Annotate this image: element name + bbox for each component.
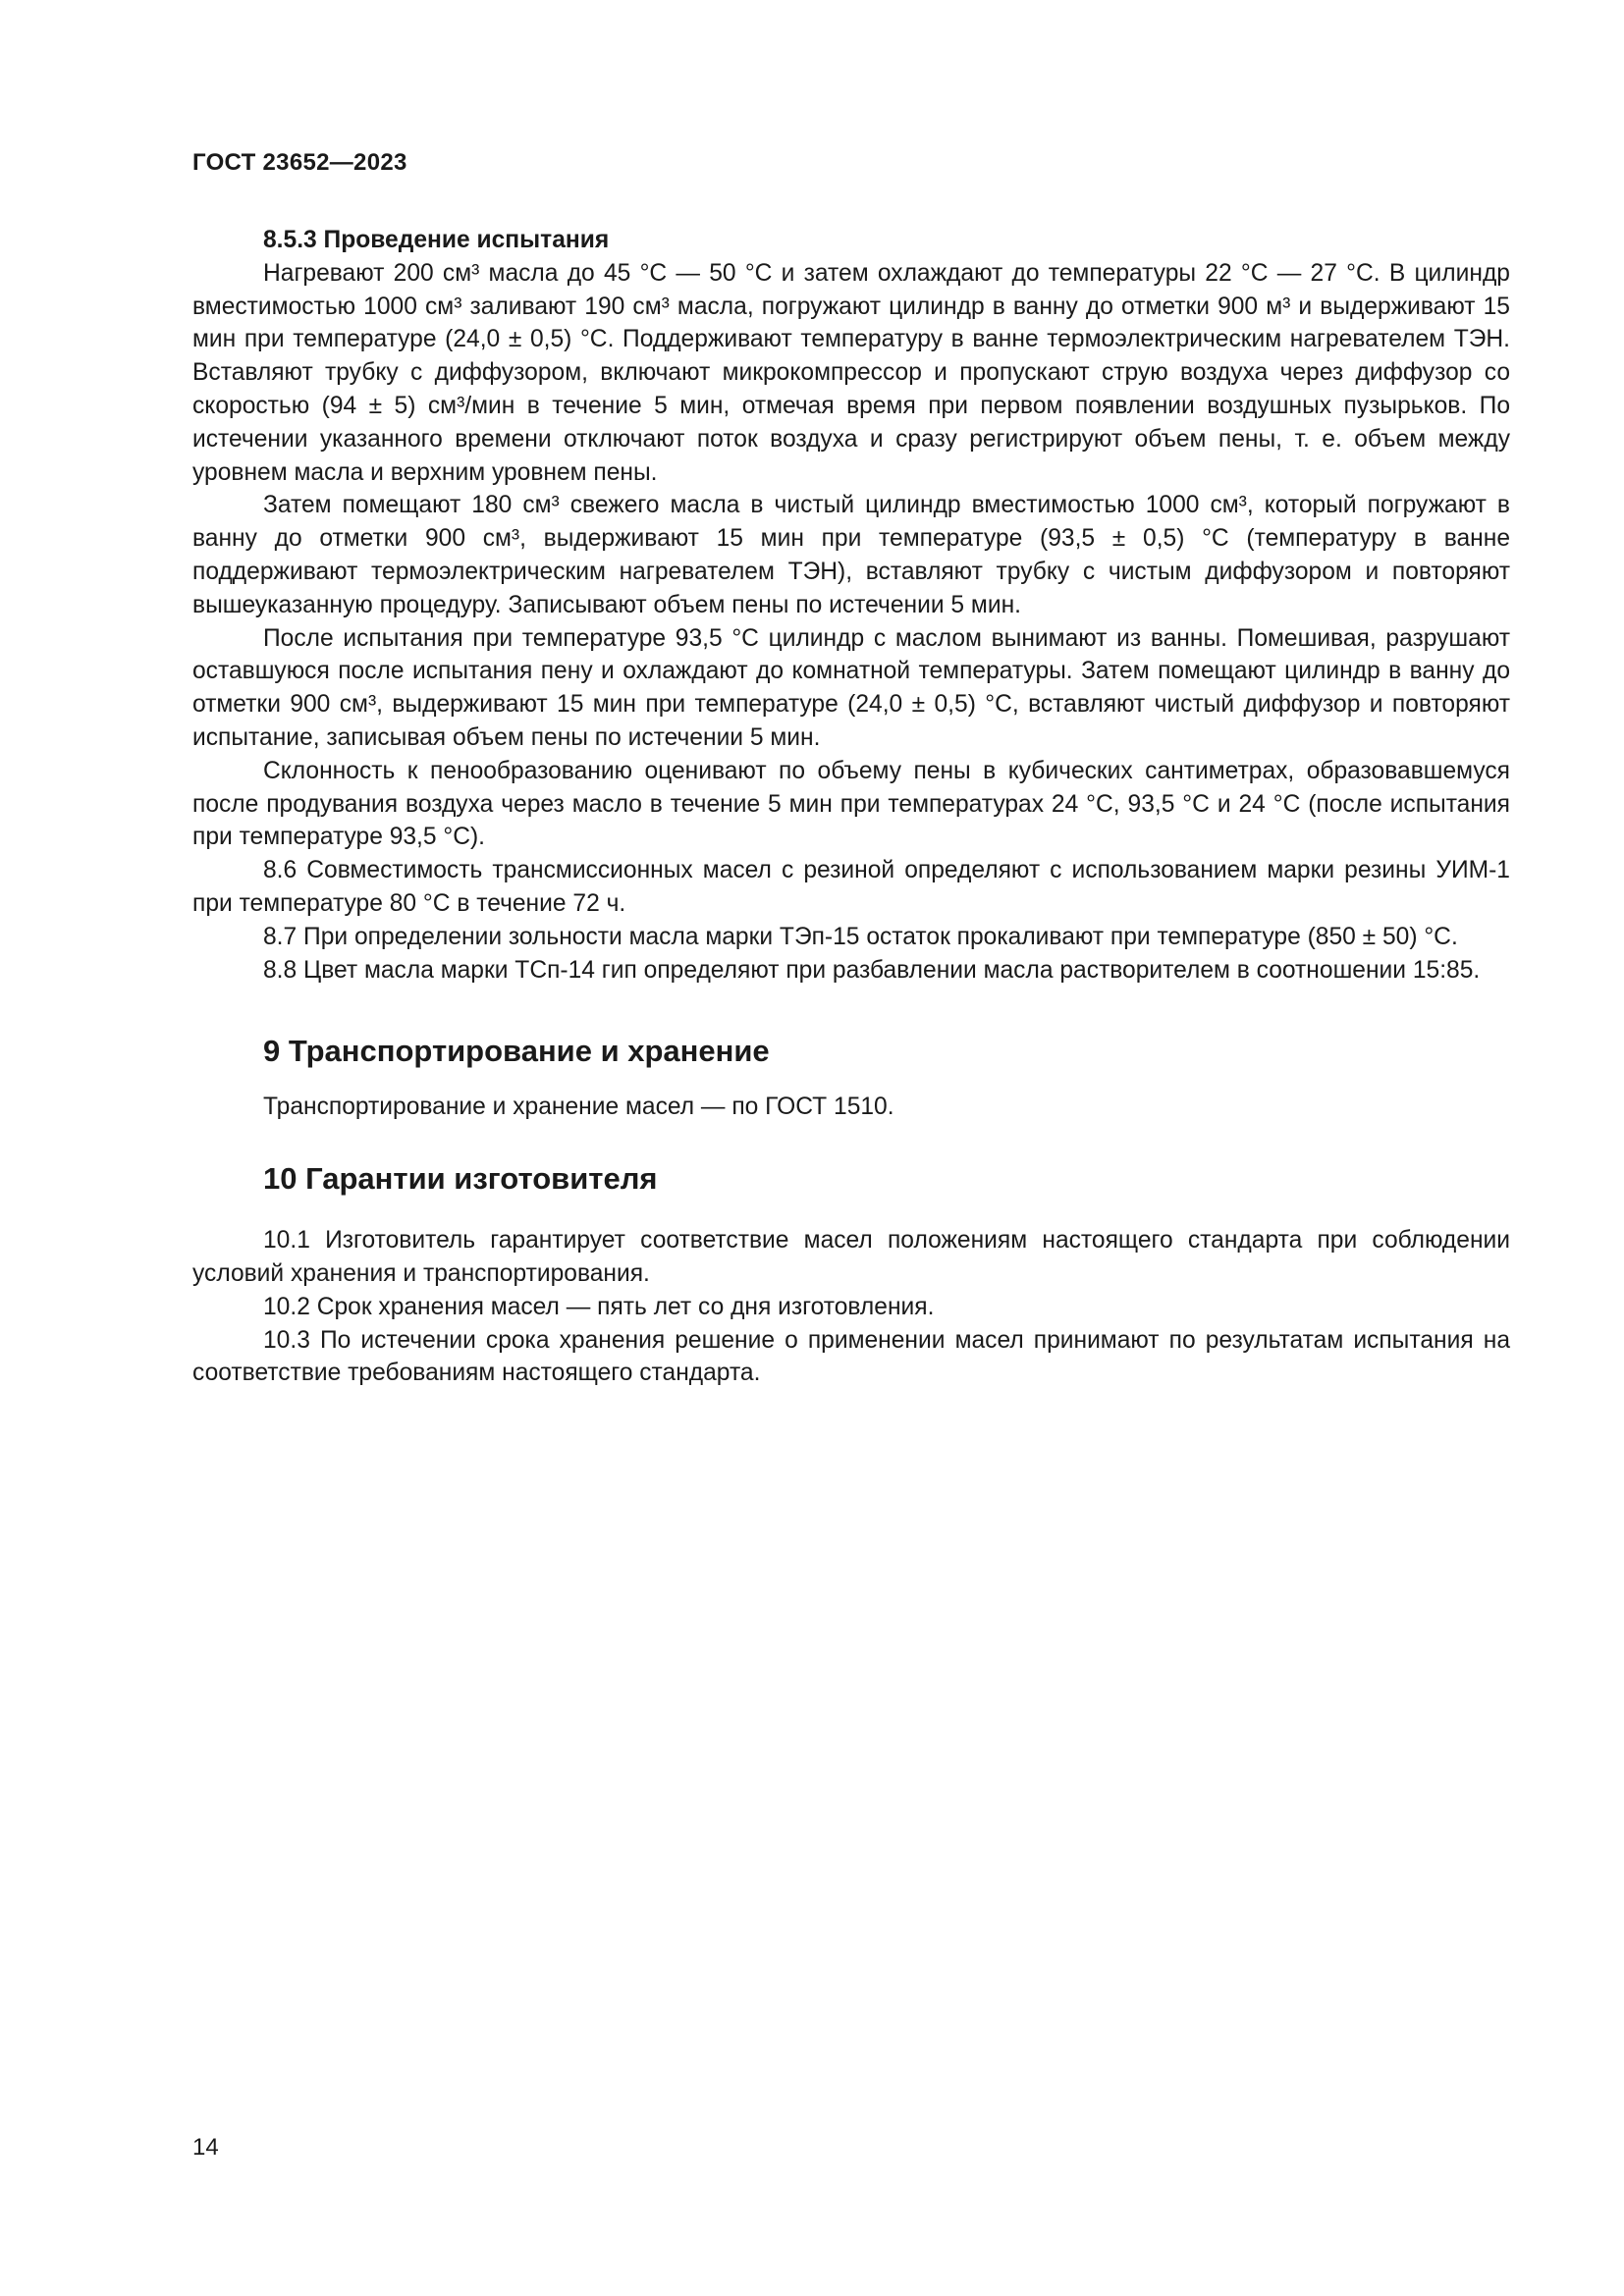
page-number: 14 (192, 2134, 219, 2161)
clause-10-2: 10.2 Срок хранения масел — пять лет со дня изготовления. (263, 1293, 935, 1320)
clause-8-6: 8.6 Совместимость трансмиссионных масел с резиной определяют с использованием марки резины УИМ-1 при температуре 80 °С в течение 72 ч. (192, 857, 1510, 917)
clause-10-1: 10.1 Изготовитель гарантирует соответствие масел положениям настоящего стандарта при соблюдении условий хранения и транспортирования. (192, 1227, 1510, 1287)
clause-8-7: 8.7 При определении зольности масла марки ТЭп-15 остаток прокаливают при температуре (850 ± 50) °С. (263, 923, 1458, 950)
paragraph-8-5-3-1: Нагревают 200 см³ масла до 45 °С — 50 °С и затем охлаждают до температуры 22 °С — 27 °С. В цилиндр вместимостью 1000 см³ заливают 190 см³ масла, погружают цилиндр в ванну до отметки 900 м³ и выдерживают 15 мин при температуре (24,0 ± 0,5) °С. Поддерживают температуру в ванне термоэлектрическим нагревателем ТЭН. Вставляют трубку с диффузором, включают микрокомпрессор и пропускают струю воздуха через диффузор со скоростью (94 ± 5) см³/мин в течение 5 мин, отмечая время при первом появлении воздушных пузырьков. По истечении указанного времени отключают поток воздуха и сразу регистрируют объем пены, т. е. объем между уровнем масла и верхним уровнем пены. (192, 259, 1510, 486)
section-heading-9: 9 Транспортирование и хранение (263, 1034, 770, 1069)
subsection-heading-8-5-3: 8.5.3 Проведение испытания (263, 227, 610, 253)
clause-10-3: 10.3 По истечении срока хранения решение о применении масел принимают по результатам испытания на соответствие требованиям настоящего стандарта. (192, 1326, 1510, 1387)
clause-8-8: 8.8 Цвет масла марки ТСп-14 гип определяют при разбавлении масла растворителем в соотношении 15:85. (263, 956, 1481, 984)
paragraph-8-5-3-4: Склонность к пенообразованию оценивают по объему пены в кубических сантиметрах, образовавшемуся после продувания воздуха через масло в течение 5 мин при температурах 24 °С, 93,5 °С и 24 °С (после испытания при температуре 93,5 °С). (192, 757, 1510, 851)
paragraph-8-5-3-2: Затем помещают 180 см³ свежего масла в чистый цилиндр вместимостью 1000 см³, который погружают в ванну до отметки 900 см³, выдерживают 15 мин при температуре (93,5 ± 0,5) °С (температуру в ванне поддерживают термоэлектрическим нагревателем ТЭН), вставляют трубку с чистым диффузором и повторяют вышеуказанную процедуру. Записывают объем пены по истечении 5 мин. (192, 492, 1510, 618)
page-body (192, 224, 1510, 1390)
document-header: ГОСТ 23652—2023 (192, 149, 407, 176)
section-heading-10: 10 Гарантии изготовителя (263, 1161, 658, 1197)
paragraph-8-5-3-3: После испытания при температуре 93,5 °С цилиндр с маслом вынимают из ванны. Помешивая, разрушают оставшуюся после испытания пену и охлаждают до комнатной температуры. Затем помещают цилиндр в ванну до отметки 900 см³, выдерживают 15 мин при температуре (24,0 ± 0,5) °С, вставляют чистый диффузор и повторяют испытание, записывая объем пены по истечении 5 мин. (192, 624, 1510, 751)
section-9-text: Транспортирование и хранение масел — по ГОСТ 1510. (263, 1094, 894, 1121)
